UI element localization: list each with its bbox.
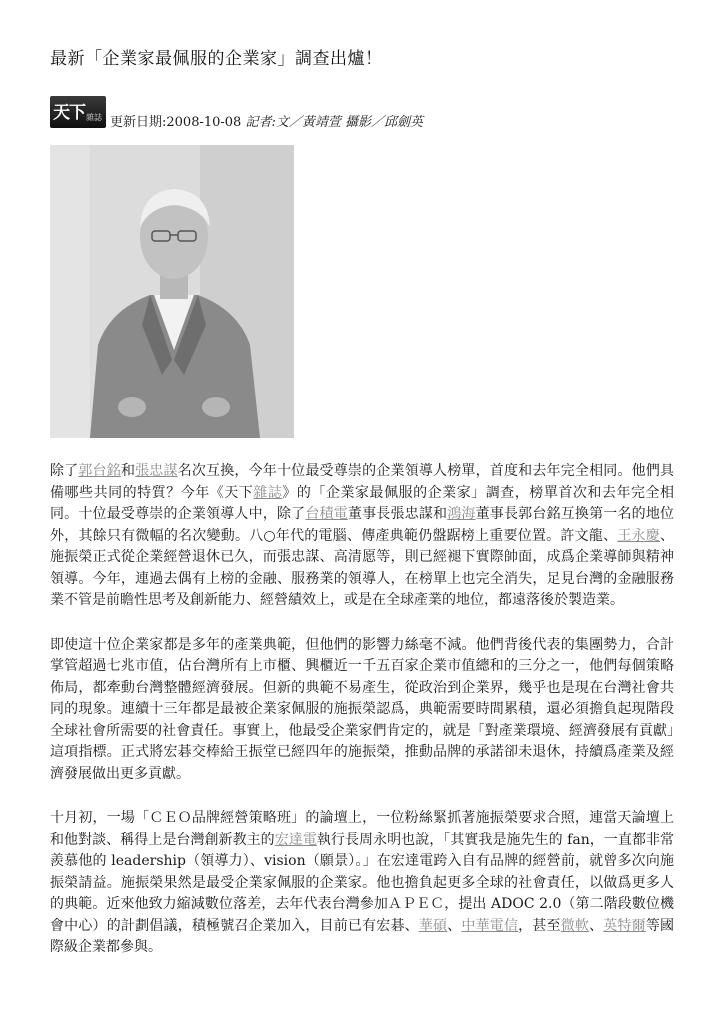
paragraph-text: 十月初，一場「ＣＥＯ品牌經營策略班」的論壇上，一位粉絲緊抓著施振榮要求合照，連當天論壇上和他對談、稱得上是台灣創新教主的 [50, 810, 674, 848]
inline-link[interactable]: 中華電信 [461, 917, 519, 934]
paragraph-text: 、 [447, 917, 462, 934]
portrait-photo-icon [50, 145, 294, 438]
article-body [50, 461, 674, 982]
paragraph-text: ，甚至 [518, 917, 561, 934]
article-title: 最新「企業家最佩服的企業家」調查出爐！ [50, 49, 383, 69]
paragraph-text: 和 [120, 463, 136, 479]
inline-link[interactable]: 英特爾 [603, 917, 646, 934]
update-date: 更新日期:2008-10-08 [110, 115, 242, 130]
inline-link[interactable]: 微軟 [560, 917, 590, 934]
paragraph-text: 、 [589, 917, 604, 934]
logo-main-text: 天下 [53, 103, 85, 123]
paragraph-text: 董事長張忠謀和 [347, 506, 448, 522]
author-credit: 記者:文／黃靖萱 攝影／邱劍英 [245, 115, 423, 130]
paragraph-1 [50, 461, 674, 612]
paragraph-text: 執行長周永明也說，「其實我是施先生的 fan，一直都非常羨慕他的 leadership（領導力）、vision（願景）。」在宏達電跨入自有品牌的經營前，就曾多次向施振榮請益。施振榮果然是最受企業家佩服的企業家。他也擔負起更多全球的社會責任，以做爲更多人的典範。近來他致力縮減數位落差，去年代表台灣參加ＡＰＥＣ，提出 ADOC 2.0（第二階段數位機會中心）的計劃倡議，積極號召企業加入，目前已有宏碁、 [50, 831, 675, 934]
meta-line [110, 111, 423, 130]
inline-link[interactable]: 華碩 [418, 917, 448, 934]
paragraph-text: 即使這十位企業家都是多年的產業典範，但他們的影響力絲毫不減。他們背後代表的集團勢力，合計掌管超過七兆市值，佔台灣所有上市櫃、興櫃近一千五百家企業市值總和的三分之一，他們每個策略佈局，都牽動台灣整體經濟發展。但新的典範不易產生，從政治到企業界，幾乎也是現在台灣社會共同的現象。連續十三年都是最被企業家佩服的施振榮認爲，典範需要時間累積，還必須擔負起現階段全球社會所需要的社會責任。事實上，他最受企業家們肯定的，就是「對產業環境、經濟發展有貢獻」這項指標。正式將宏碁交棒給王振堂已經四年的施振榮，推動品牌的承諾卻未退休，持續爲產業及經濟發展做出更多貢獻。 [50, 636, 674, 782]
paragraph-text: 》的「企業家最佩服的企業家」調查，榜單首次和去年完全相同。十位最受尊崇的企業領導人中，除了 [50, 484, 675, 522]
inline-link[interactable]: 鴻海 [447, 506, 476, 522]
paragraph-text: 、施振榮正式從企業經營退休已久，而張忠謀、高清愿等，則已經褪下實際帥面，成爲企業導師與精神領導。今年，連過去偶有上榜的金融、服務業的領導人，在榜單上也完全消失，足見台灣的金融服務業不管是前瞻性思考及創新能力、經營績效上，或是在全球產業的地位，都遠落後於製造業。 [50, 527, 674, 608]
inline-link[interactable]: 郭台銘 [78, 463, 121, 479]
magazine-logo [50, 96, 106, 128]
portrait-photo [50, 145, 294, 438]
inline-link[interactable]: 張忠謀 [135, 463, 178, 479]
paragraph-text: 董事長郭台銘互換第一名的地位外，其餘只有微幅的名次變動。八○年代的電腦、傳產典範仍盤踞榜上重要位置。許文龍、 [50, 506, 675, 544]
paragraph-2 [50, 635, 674, 786]
paragraph-text: 除了 [50, 463, 79, 479]
paragraph-3 [50, 808, 674, 959]
paragraph-text: 等國際級企業都參與。 [50, 917, 675, 955]
inline-link[interactable]: 王永慶 [617, 527, 660, 544]
inline-link[interactable]: 宏達電 [274, 831, 317, 848]
logo-sub-text: 雜誌 [86, 113, 102, 122]
paragraph-text: 名次互換，今年十位最受尊崇的企業領導人榜單，首度和去年完全相同。他們具備哪些共同的特質？今年《天下 [50, 463, 675, 501]
inline-link[interactable]: 雜誌 [253, 484, 283, 501]
inline-link[interactable]: 台積電 [305, 506, 348, 522]
